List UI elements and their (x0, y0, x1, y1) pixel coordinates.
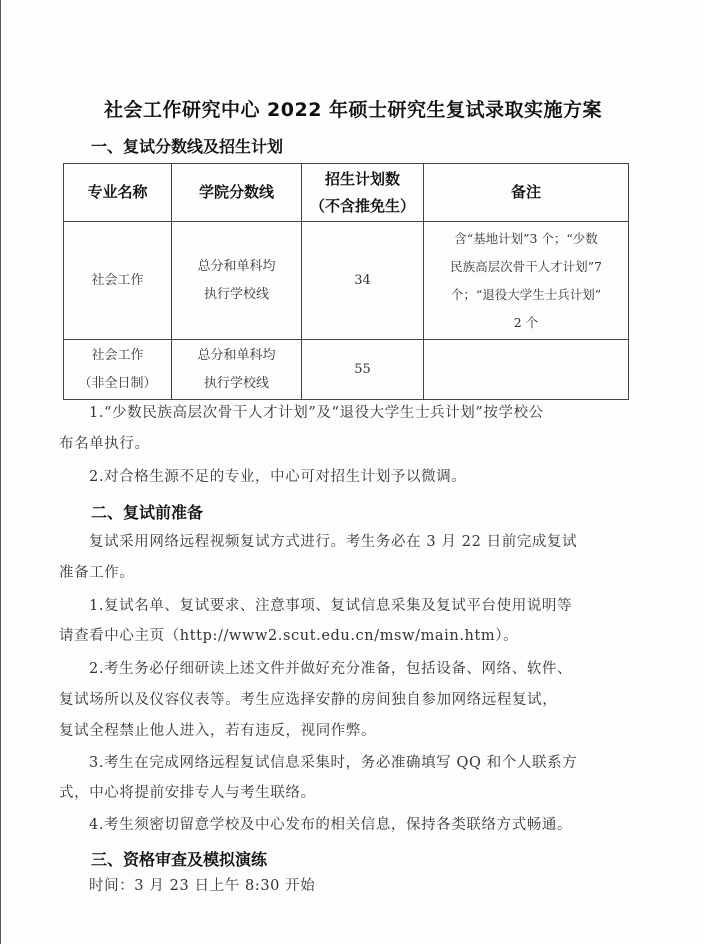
header-cutoff: 学院分数线 (172, 164, 302, 222)
header-plan (302, 164, 424, 222)
section-heading-1: 一、复试分数线及招生计划 (91, 137, 284, 156)
paragraph: 3.考生在完成网络远程复试信息采集时，务必准确填写 QQ 和个人联系方 (89, 755, 578, 771)
major-line: 社会工作 (91, 272, 144, 288)
cutoff-line: 执行学校线 (203, 286, 269, 302)
cell-major (64, 340, 172, 400)
header-plan-line2: （不含推免生） (309, 196, 415, 215)
paragraph: 复试全程禁止他人进入，若有违反，视同作弊。 (59, 723, 377, 739)
table-note-1: 1.“少数民族高层次骨干人才计划”及“退役大学生士兵计划”按学校公 (89, 405, 544, 421)
cell-major (64, 222, 172, 340)
paragraph: 2.考生务必仔细研读上述文件并做好充分准备，包括设备、网络、软件、 (89, 661, 573, 677)
paragraph: 式，中心将提前安排专人与考生联络。 (59, 785, 316, 801)
cutoff-line: 总分和单科均 (197, 347, 276, 363)
section-heading-3: 三、资格审查及模拟演练 (91, 850, 268, 869)
cell-cutoff (172, 340, 302, 400)
table-note-1-cont: 布名单执行。 (59, 436, 150, 452)
major-line: 社会工作 (91, 347, 144, 363)
paragraph: 准备工作。 (59, 565, 135, 581)
major-line: （非全日制） (78, 375, 157, 391)
paragraph: 1.复试名单、复试要求、注意事项、复试信息采集及复试平台使用说明等 (89, 598, 573, 614)
header-note: 备注 (424, 164, 629, 222)
note-line: 民族高层次骨干人才计划”7 (450, 258, 602, 274)
cutoff-line: 总分和单科均 (197, 258, 276, 274)
cell-plan: 55 (302, 340, 424, 400)
section-heading-2: 二、复试前准备 (91, 503, 204, 522)
cell-note (424, 340, 629, 400)
admission-plan-table (63, 163, 629, 400)
header-plan-line1: 招生计划数 (324, 169, 400, 188)
paragraph: 复试场所以及仪容仪表等。考生应选择安静的房间独自参加网络远程复试， (59, 692, 558, 708)
table-row (64, 340, 629, 400)
cell-cutoff (172, 222, 302, 340)
cell-plan: 34 (302, 222, 424, 340)
cell-note (424, 222, 629, 340)
note-line: 个；“退役大学生士兵计划” (450, 286, 602, 302)
table-header-row (64, 164, 629, 222)
document-title: 社会工作研究中心 2022 年硕士研究生复试录取实施方案 (103, 99, 603, 121)
header-major: 专业名称 (64, 164, 172, 222)
paragraph: 复试采用网络远程视频复试方式进行。考生务必在 3 月 22 日前完成复试 (89, 534, 578, 550)
note-line: 2 个 (513, 314, 539, 330)
table-row (64, 222, 629, 340)
paragraph-homepage-link: 请查看中心主页（http://www2.scut.edu.cn/msw/main.htm）。 (59, 628, 519, 644)
table-note-2: 2.对合格生源不足的专业，中心可对招生计划予以微调。 (89, 469, 467, 485)
paragraph: 4.考生须密切留意学校及中心发布的相关信息，保持各类联络方式畅通。 (89, 817, 573, 833)
note-line: 含“基地计划”3 个；“少数 (454, 230, 598, 246)
schedule-time: 时间：3 月 23 日上午 8:30 开始 (89, 878, 316, 894)
cutoff-line: 执行学校线 (203, 375, 269, 391)
